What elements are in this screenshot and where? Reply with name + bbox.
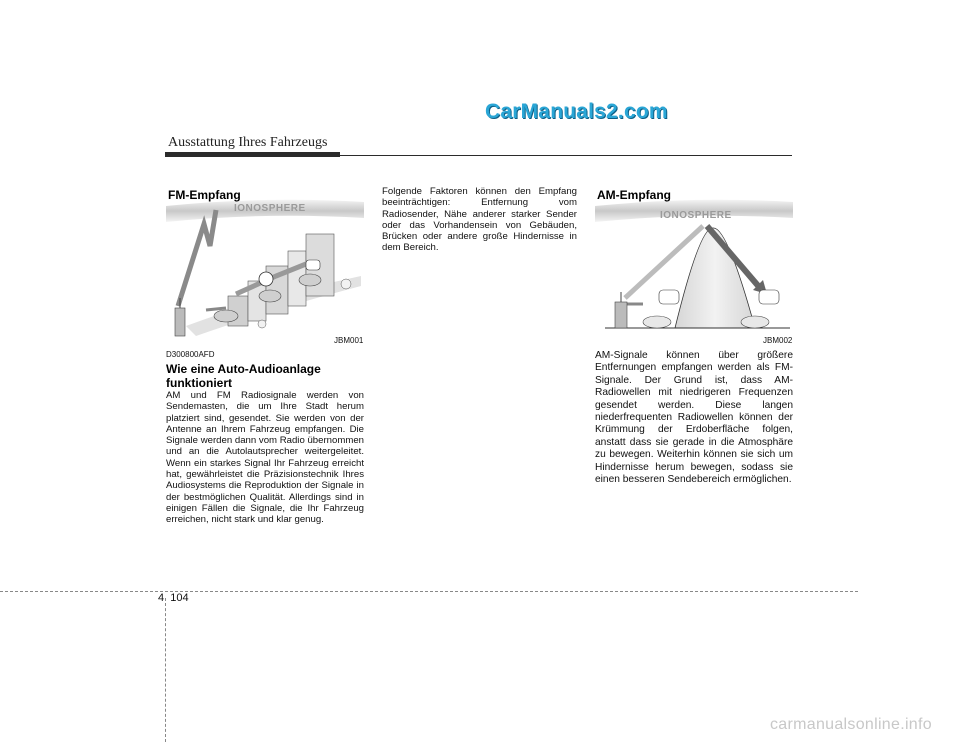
am-figure-code: JBM002 <box>763 336 793 345</box>
fm-figure-title: FM-Empfang <box>168 188 241 202</box>
paragraph-reception-factors: Folgende Faktoren können den Empfang beeinträchtigen: Entfernung vom Radiosender, Nähe anderer starker Sender oder das Vorhandensein von Gebäuden, Brücken oder andere große Hindernisse in dem Bereich. <box>382 186 577 254</box>
fm-ionosphere-label: IONOSPHERE <box>234 203 306 214</box>
footer-vertical-rule <box>165 598 166 742</box>
footer-rule <box>0 591 858 592</box>
header-rule <box>165 155 792 156</box>
fm-reception-figure <box>166 186 364 343</box>
page-section-title: Ausstattung Ihres Fahrzeugs <box>168 135 328 150</box>
section-heading-line2: funktioniert <box>166 376 232 390</box>
section-heading-line1: Wie eine Auto-Audioanlage <box>166 362 321 376</box>
section-heading <box>166 362 366 390</box>
page-number <box>158 592 189 604</box>
chapter-number: 4 <box>158 592 165 604</box>
am-figure-title: AM-Empfang <box>597 188 671 202</box>
am-reception-figure <box>595 186 793 343</box>
am-ionosphere-label: IONOSPHERE <box>660 210 732 221</box>
watermark-logo-top: CarManuals2.com <box>485 100 668 123</box>
page-number-value: 104 <box>170 592 189 604</box>
watermark-bottom: carmanualsonline.info <box>770 716 932 733</box>
section-code: D300800AFD <box>166 350 215 359</box>
paragraph-how-it-works: AM und FM Radiosignale werden von Sendemasten, die um Ihre Stadt herum platziert sind, gesendet. Sie werden von der Antenne an Ihrem Fahrzeug empfangen. Die Signale werden dann vom Radio übernommen und an die Autolautsprecher weitergeleitet. Wenn ein starkes Signal Ihr Fahrzeug erreicht hat, gewährleistet die Präzisionstechnik Ihres Audiosystems die Reproduktion der Signale in der bestmöglichen Qualität. Allerdings sind in einigen Fällen die Signale, die Ihr Fahrzeug erreichen, nicht stark und klar genug. <box>166 390 364 526</box>
fm-figure-code: JBM001 <box>334 336 364 345</box>
paragraph-am-signals: AM-Signale können über größere Entfernungen empfangen werden als FM-Signale. Der Grund ist, dass AM-Radiowellen mit niedrigeren Frequenzen gesendet werden. Diese langen niederfrequenten Radiowellen können der Krümmung der Erdoberfläche folgen, anstatt dass sie gerade in die Atmosphäre zu bewegen. Weiterhin können sie sich um Hindernisse herum bewegen, sodass sie einen besseren Sendebereich ermöglichen. <box>595 350 793 486</box>
